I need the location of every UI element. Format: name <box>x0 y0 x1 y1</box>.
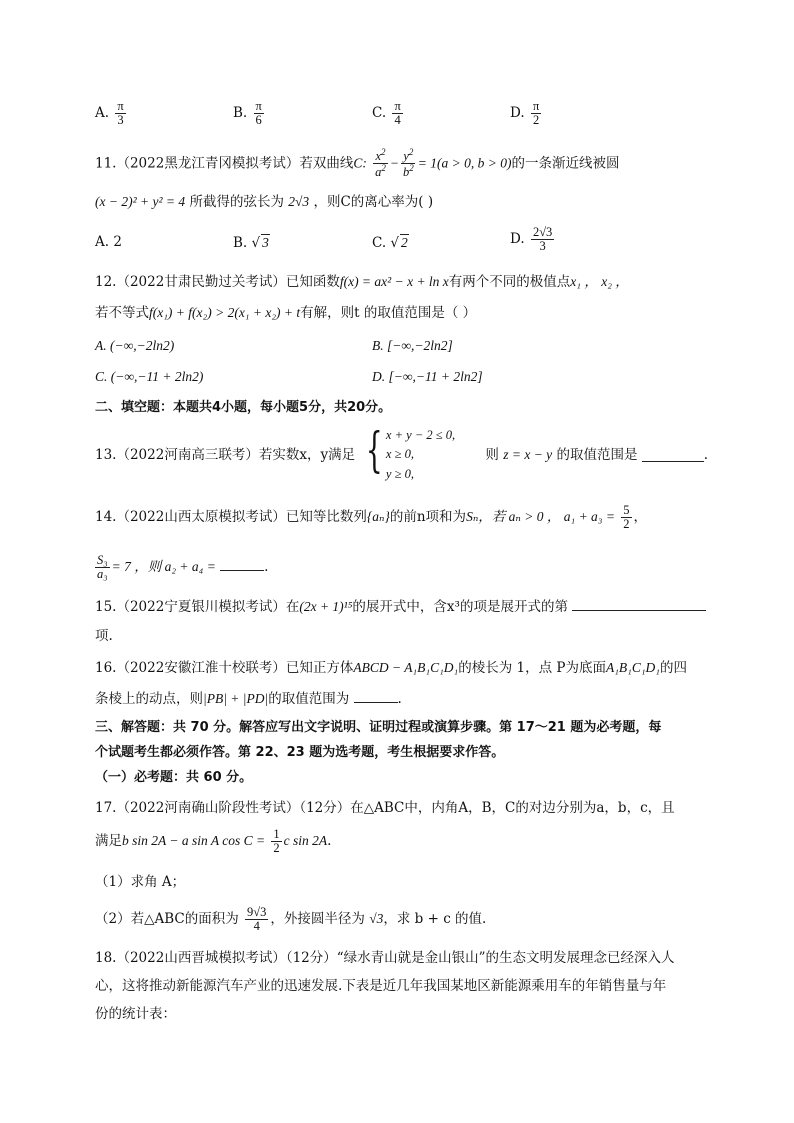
q12-line2: 若不等式f(x₁) + f(x₂) > 2(x₁ + x₂) + t有解，则t 的取值范围是（ ） <box>95 305 477 321</box>
q12-option-a: A. (−∞,−2ln2) <box>95 338 175 353</box>
q10-option-b-fraction: $\frac{\pi}{6}$ <box>255 99 262 128</box>
q12-line1: 12.（2022甘肃民勤过关考试）已知函数f(x) = ax² − x + ln x有两个不同的极值点x₁ ， x₂ ， <box>95 274 629 290</box>
q17-part2: （2）若△ABC的面积为 $\frac{9√3}{4}$ ，外接圆半径为 √3，求 b + c 的值. <box>95 905 487 934</box>
section3-heading-line2: 个试题考生都必须作答。第 22、23 题为选考题，考生根据要求作答。 <box>95 745 505 760</box>
q17-line1: 17.（2022河南确山阶段性考试）（12分）在△ABC中，内角A，B，C的对边分别为a，b，c，且 <box>95 800 675 816</box>
q10-option-c-fraction: $\frac{\pi}{4}$ <box>394 99 401 128</box>
q13-system: { x + y − 2 ≤ 0, x ≥ 0, y ≥ 0, <box>366 422 456 481</box>
q17-line2: 满足b sin 2A − a sin A cos C = $\frac{1}{2}$ c sin 2A. <box>95 827 332 856</box>
section3-subheading: （一）必考题：共 60 分。 <box>95 770 253 785</box>
q10-option-a-fraction: $\frac{\pi}{3}$ <box>117 99 124 128</box>
q14-answer-blank[interactable] <box>220 558 264 571</box>
section3-heading-line1: 三、解答题：共 70 分。解答应写出文字说明、证明过程或演算步骤。第 17～21 题为必考题，每 <box>95 720 662 735</box>
q15-answer-blank[interactable] <box>572 598 706 611</box>
q11-option-a: A. 2 <box>95 234 122 250</box>
q15-line1: 15.（2022宁夏银川模拟考试）在(2x + 1)¹⁵的展开式中，含x³的项是展开式的第 <box>95 598 706 615</box>
q11-frac-x: $\frac{x^2}{a^2}$ <box>375 147 386 180</box>
q18-line3: 份的统计表： <box>95 1006 176 1022</box>
q11-option-b: B. √ 3 <box>233 235 269 251</box>
q11-option-c: C. √ 2 <box>372 235 408 251</box>
q10-option-d: D. $\frac{\pi}{2}$ <box>510 99 540 128</box>
q14-line1: 14.（2022山西太原模拟考试）已知等比数列{aₙ}的前n项和为Sₙ，若 aₙ > 0 ， a₁ + a₃ = $\frac{5}{2}$ ， <box>95 503 648 532</box>
q10-option-b: B. $\frac{\pi}{6}$ <box>233 99 262 128</box>
q16-answer-blank[interactable] <box>354 690 398 703</box>
q13-answer-blank[interactable] <box>642 449 704 462</box>
q12-option-b: B. [−∞,−2ln2] <box>372 338 453 353</box>
q12-option-c: C. (−∞,−11 + 2ln2) <box>95 369 204 384</box>
q12-option-d: D. [−∞,−11 + 2ln2] <box>372 369 483 384</box>
q17-frac-half: $\frac{1}{2}$ <box>273 827 280 856</box>
q11-line2: (x − 2)² + y² = 4 所截得的弦长为 2√3 ，则C的离心率为( ) <box>95 194 434 210</box>
q17-part1: （1）求角 A； <box>95 874 186 890</box>
q10-option-a: A. $\frac{\pi}{3}$ <box>95 99 124 128</box>
q14-frac-s3-a3: $\frac{\text{S₃}}{\text{a₃}}$ <box>97 553 108 582</box>
q16-line1: 16.（2022安徽江淮十校联考）已知正方体ABCD − A₁B₁C₁D₁的棱长为 1，点 P为底面A₁B₁C₁D₁的四 <box>95 660 688 676</box>
q11-option-d-fraction: $\frac{2√3}{3}$ <box>532 225 553 254</box>
q11-line1: 11.（2022黑龙江青冈模拟考试）若双曲线C: $\frac{x^2}{a^2}$ − $\frac{y^2}{b^2}$ = 1(a > 0, b > 0)的一条渐近线被圆 <box>95 147 620 180</box>
q10-option-c: C. $\frac{\pi}{4}$ <box>372 99 401 128</box>
q13-line: 13.（2022河南高三联考）若实数x，y满足 { x + y − 2 ≤ 0, x ≥ 0, y ≥ 0, 则 z = x − y 的取值范围是 . <box>95 426 708 484</box>
q11-frac-y: $\frac{y^2}{b^2}$ <box>403 147 414 180</box>
q17-frac-area: $\frac{9√3}{4}$ <box>247 905 267 934</box>
q11-option-d: D. $\frac{2√3}{3}$ <box>510 225 553 254</box>
q18-line2: 心，这将推动新能源汽车产业的迅速发展.下表是近几年我国某地区新能源乘用车的年销售量与年 <box>95 978 667 994</box>
q15-line2: 项. <box>95 628 113 644</box>
section2-heading: 二、填空题：本题共4小题，每小题5分，共20分。 <box>95 400 392 415</box>
q14-frac-5-2: $\frac{5}{2}$ <box>623 503 630 532</box>
q16-line2: 条棱上的动点，则|PB| + |PD|的取值范围为 . <box>95 691 402 707</box>
q10-option-d-fraction: $\frac{\pi}{2}$ <box>532 99 540 128</box>
q18-line1: 18.（2022山西晋城模拟考试）（12分）“绿水青山就是金山银山”的生态文明发展理念已经深入人 <box>95 950 675 966</box>
q14-line2: $\frac{\text{S₃}}{\text{a₃}}$ = 7 ，则 a₂ + a₄ = . <box>97 553 269 582</box>
